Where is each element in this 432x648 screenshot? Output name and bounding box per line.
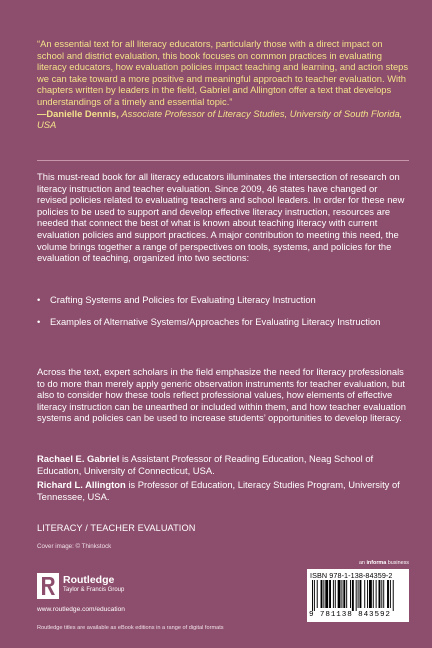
bullet-icon: • [37, 315, 41, 327]
author-bio [37, 453, 409, 476]
informa-prefix: an [358, 560, 367, 566]
quote-attribution-title: Associate Professor of Literacy Studies, University of South Florida, USA [37, 107, 403, 131]
list-item-text: Crafting Systems and Policies for Evaluating Literacy Instruction [50, 294, 316, 305]
quote-text: “An essential text for all literacy educators, particularly those with a direct impact on school and district evaluation, this book focuses on common practices in evaluating literacy educators, how evaluation policies impact teaching and learning, and action steps we can take toward a more positive and meaningful approach to teacher evaluation. With chapters written by leaders in the field, Gabriel and Allington offer a text that develops understandings of a timely and essential topic.” [37, 38, 409, 107]
author-name: Richard L. Allington [37, 479, 126, 490]
isbn-text: ISBN 978-1-138-84359-2 [310, 571, 393, 580]
section-divider [37, 160, 409, 161]
ebook-footnote: Routledge titles are available as eBook editions in a range of digital formats [37, 625, 224, 631]
list-item [37, 316, 409, 328]
endorsement-quote [37, 38, 409, 131]
quote-attribution-name: —Danielle Dennis, [37, 107, 119, 119]
section-list [37, 294, 409, 337]
informa-tagline [307, 560, 409, 566]
author-bio [37, 479, 409, 502]
intro-paragraph: This must-read book for all literacy educators illuminates the intersection of research on literacy instruction and teacher evaluation. Since 2009, 46 states have changed or revised policies related to evaluating teachers and school leaders. In order for these new policies to be used to support and develop effective literacy instruction, resources are needed that connect the best of what is known about teaching literacy with current evaluation policies and support practices. A major contribution to meeting this need, the volume brings together a range of perspectives on tools, systems, and policies for the evaluation of teaching, organized into two sections: [37, 171, 405, 264]
cover-credit: Cover image: © Thinkstock [37, 543, 112, 550]
barcode-icon [311, 580, 405, 611]
author-name: Rachael E. Gabriel [37, 453, 120, 464]
publisher-group: Taylor & Francis Group [63, 587, 125, 593]
list-item-text: Examples of Alternative Systems/Approaches for Evaluating Literacy Instruction [50, 315, 381, 327]
publisher-url: www.routledge.com/education [37, 606, 125, 613]
barcode-digits: 9 781138 843592 [309, 611, 391, 619]
publisher-logo [37, 573, 157, 601]
informa-suffix: business [386, 560, 409, 566]
author-bio-text: is Assistant Professor of Reading Education, Neag School of Education, University of Connecticut, USA. [37, 453, 374, 476]
list-item [37, 294, 409, 306]
publisher-name: Routledge [63, 574, 115, 586]
across-paragraph: Across the text, expert scholars in the field emphasize the need for literacy professionals to do more than merely apply generic observation instruments for teacher evaluation, but also to consider how these tools reflect professional values, how elements of effective literacy instruction can be unearthed or included within them, and how teacher evaluation systems and policies can be used to increase students’ opportunities to develop literacy. [37, 366, 406, 424]
informa-brand: informa [366, 560, 387, 566]
routledge-logo-icon [37, 573, 59, 599]
bullet-icon: • [37, 294, 41, 305]
author-bio-text: is Professor of Education, Literacy Studies Program, University of Tennessee, USA. [37, 479, 400, 502]
barcode-panel [307, 569, 409, 622]
subject-category: LITERACY / TEACHER EVALUATION [37, 523, 196, 533]
